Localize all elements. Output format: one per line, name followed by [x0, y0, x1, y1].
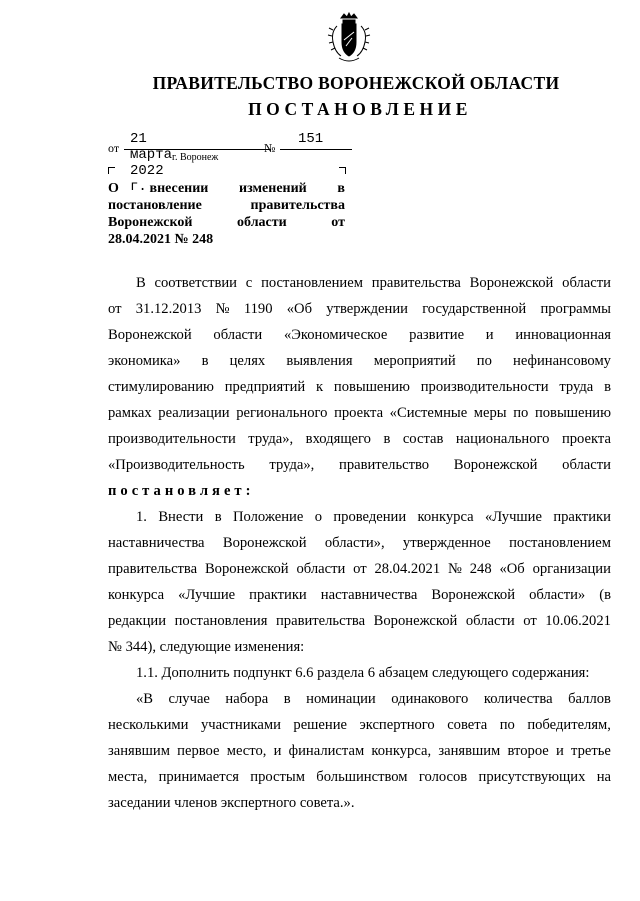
word: Воронежской	[373, 613, 458, 629]
word: №	[215, 301, 230, 317]
subject-line	[108, 231, 345, 248]
word: 248	[469, 561, 492, 577]
government-title: ПРАВИТЕЛЬСТВО ВОРОНЕЖСКОЙ ОБЛАСТИ	[152, 73, 560, 93]
preamble-line	[108, 452, 611, 478]
item1-line	[108, 504, 611, 530]
word: третье	[571, 743, 611, 759]
word: 28.04.2021 № 248	[108, 232, 214, 247]
word: В	[136, 275, 146, 291]
document-date: 21 марта 2022 г.	[130, 131, 173, 195]
word: правительства	[250, 198, 345, 213]
item1-line	[108, 582, 611, 608]
word: в	[283, 691, 291, 707]
word: повышению	[333, 379, 410, 395]
item1-line	[108, 556, 611, 582]
word: области»,	[324, 535, 385, 551]
word: области	[562, 275, 611, 291]
word: повышению	[534, 405, 611, 421]
word: в	[337, 181, 345, 196]
word: победителям,	[527, 717, 611, 733]
word: правительства	[276, 613, 366, 629]
word: области	[213, 327, 263, 343]
word: постановлением	[509, 535, 611, 551]
word: области»	[529, 587, 586, 603]
subject-line	[108, 180, 345, 197]
word: по	[476, 353, 492, 369]
word: экспертного	[359, 717, 435, 733]
quote-line	[108, 738, 611, 764]
word: решение	[293, 717, 347, 733]
word: постановления	[174, 613, 268, 629]
document-type: ПОСТАНОВЛЕНИЕ	[248, 99, 472, 119]
word: конкурса,	[371, 743, 432, 759]
word: финалистам	[288, 743, 365, 759]
date-prefix: от	[108, 141, 120, 155]
word: конкурса	[417, 509, 474, 525]
word: №	[447, 561, 462, 577]
word: 28.04.2021	[374, 561, 441, 577]
word: Воронежской	[108, 327, 192, 343]
preamble-line	[108, 270, 611, 296]
word: труда»,	[269, 457, 315, 473]
word: утверждении	[326, 301, 408, 317]
word: набора	[225, 691, 269, 707]
word: к	[316, 379, 324, 395]
word: от	[331, 215, 345, 230]
word: по	[513, 405, 529, 421]
word: предприятий	[224, 379, 306, 395]
word: количества	[483, 691, 553, 707]
preamble-line	[108, 426, 611, 452]
word: конкурса	[108, 587, 165, 603]
quote-line	[108, 686, 611, 712]
word: организации	[532, 561, 611, 577]
word: и	[485, 327, 494, 343]
word: Воронежской	[204, 561, 289, 577]
word: Внести	[158, 509, 204, 525]
word: труда	[559, 379, 594, 395]
word: 31.12.2013	[135, 301, 202, 317]
word: выявления	[286, 353, 353, 369]
word: Воронежской	[469, 275, 554, 291]
word: входящего	[305, 431, 371, 447]
city-label: г. Воронеж	[172, 152, 219, 163]
word: и	[273, 743, 282, 759]
word: (в	[599, 587, 611, 603]
preamble-line	[108, 400, 611, 426]
word: наставничества	[320, 587, 418, 603]
word: развитие	[409, 327, 465, 343]
word: экономика»	[108, 353, 181, 369]
word: правительства	[371, 275, 461, 291]
word: программы	[540, 301, 611, 317]
word: занявшим	[438, 743, 501, 759]
item1-line	[108, 530, 611, 556]
word: нефинансовому	[513, 353, 611, 369]
word: области	[296, 561, 346, 577]
word: номинации	[306, 691, 376, 707]
word: проекта	[334, 405, 384, 421]
word: места,	[108, 769, 148, 785]
word: инновационная	[515, 327, 611, 343]
word: утвержденное	[402, 535, 491, 551]
preamble-line	[108, 296, 611, 322]
word: наставничества	[108, 535, 205, 551]
word: «Об	[499, 561, 525, 577]
word: производительности	[420, 379, 549, 395]
number-prefix: №	[264, 141, 276, 155]
word: «Экономическое	[283, 327, 388, 343]
word: «Об	[286, 301, 313, 317]
word: правительство	[339, 457, 430, 473]
item1-line	[108, 608, 611, 634]
word: от	[523, 613, 537, 629]
document-body	[108, 270, 611, 816]
word: области	[465, 613, 515, 629]
document-number: 151	[298, 131, 324, 147]
word: присутствующих	[478, 769, 586, 785]
word: первое	[177, 743, 220, 759]
word: голосов	[418, 769, 468, 785]
preamble-line	[108, 374, 611, 400]
word: редакции	[108, 613, 167, 629]
word: «Лучшие	[178, 587, 236, 603]
preamble-line	[108, 348, 611, 374]
word: национального	[455, 431, 550, 447]
word: труда»,	[248, 431, 294, 447]
subject-bracket-left	[108, 167, 115, 174]
word: 1.	[136, 509, 147, 525]
word: с	[245, 275, 253, 291]
word: проведении	[333, 509, 407, 525]
word: реализации	[158, 405, 230, 421]
word: место,	[226, 743, 267, 759]
word: внесении	[149, 181, 209, 196]
subject-line	[108, 197, 345, 214]
word: в	[201, 353, 209, 369]
coat-of-arms-icon	[327, 12, 371, 64]
item1-line-last: № 344), следующие изменения:	[108, 639, 305, 655]
word: от	[353, 561, 367, 577]
quote-line	[108, 712, 611, 738]
word: на	[596, 769, 611, 785]
subject-bracket-right	[339, 167, 346, 174]
word: практики	[553, 509, 611, 525]
word: занявшим	[108, 743, 170, 759]
word: государственной	[422, 301, 527, 317]
word: несколькими	[108, 717, 189, 733]
word: принимается	[158, 769, 239, 785]
resolves-label: постановляет:	[108, 483, 255, 499]
word: о	[314, 509, 322, 525]
word: целях	[229, 353, 266, 369]
word: совета	[447, 717, 488, 733]
word: «Лучшие	[484, 509, 542, 525]
word: второе	[507, 743, 549, 759]
word: в	[383, 431, 391, 447]
word: Воронежской	[108, 215, 193, 230]
word: Положение	[233, 509, 304, 525]
word: правительства	[108, 561, 198, 577]
word: Воронежской	[222, 535, 307, 551]
number-underline	[280, 149, 352, 150]
word: проекта	[561, 431, 611, 447]
word: 1190	[243, 301, 273, 317]
word: меры	[473, 405, 507, 421]
word: «Производительность	[108, 457, 245, 473]
word: изменений	[239, 181, 307, 196]
word: «В	[136, 691, 154, 707]
word: участниками	[200, 717, 281, 733]
word: соответствии	[154, 275, 237, 291]
word: в	[604, 379, 611, 395]
word: практики	[249, 587, 307, 603]
document-subject	[108, 180, 345, 248]
word: «Системные	[389, 405, 468, 421]
word: рамках	[108, 405, 152, 421]
word: регионального	[236, 405, 328, 421]
quote-line	[108, 764, 611, 790]
word: 10.06.2021	[545, 613, 611, 629]
word: в	[214, 509, 222, 525]
preamble-line	[108, 322, 611, 348]
word: стимулированию	[108, 379, 214, 395]
word: и	[556, 743, 564, 759]
word: области	[562, 457, 611, 473]
quote-line-last: заседании членов экспертного совета.».	[108, 795, 355, 811]
word: мероприятий	[373, 353, 456, 369]
word: производительности	[108, 431, 236, 447]
word: по	[499, 717, 515, 733]
word: постановление	[108, 198, 202, 213]
word: Воронежской	[453, 457, 538, 473]
word: случае	[168, 691, 210, 707]
word: баллов	[568, 691, 611, 707]
word: простым	[250, 769, 305, 785]
word: от	[108, 301, 122, 317]
word: О	[108, 181, 119, 196]
word: области	[237, 215, 287, 230]
word: состав	[402, 431, 444, 447]
word: постановлением	[261, 275, 363, 291]
word: большинством	[316, 769, 408, 785]
word: одинакового	[391, 691, 469, 707]
word: Воронежской	[431, 587, 516, 603]
item1-1-line: 1.1. Дополнить подпункт 6.6 раздела 6 абзацем следующего содержания:	[136, 665, 590, 681]
subject-line	[108, 214, 345, 231]
